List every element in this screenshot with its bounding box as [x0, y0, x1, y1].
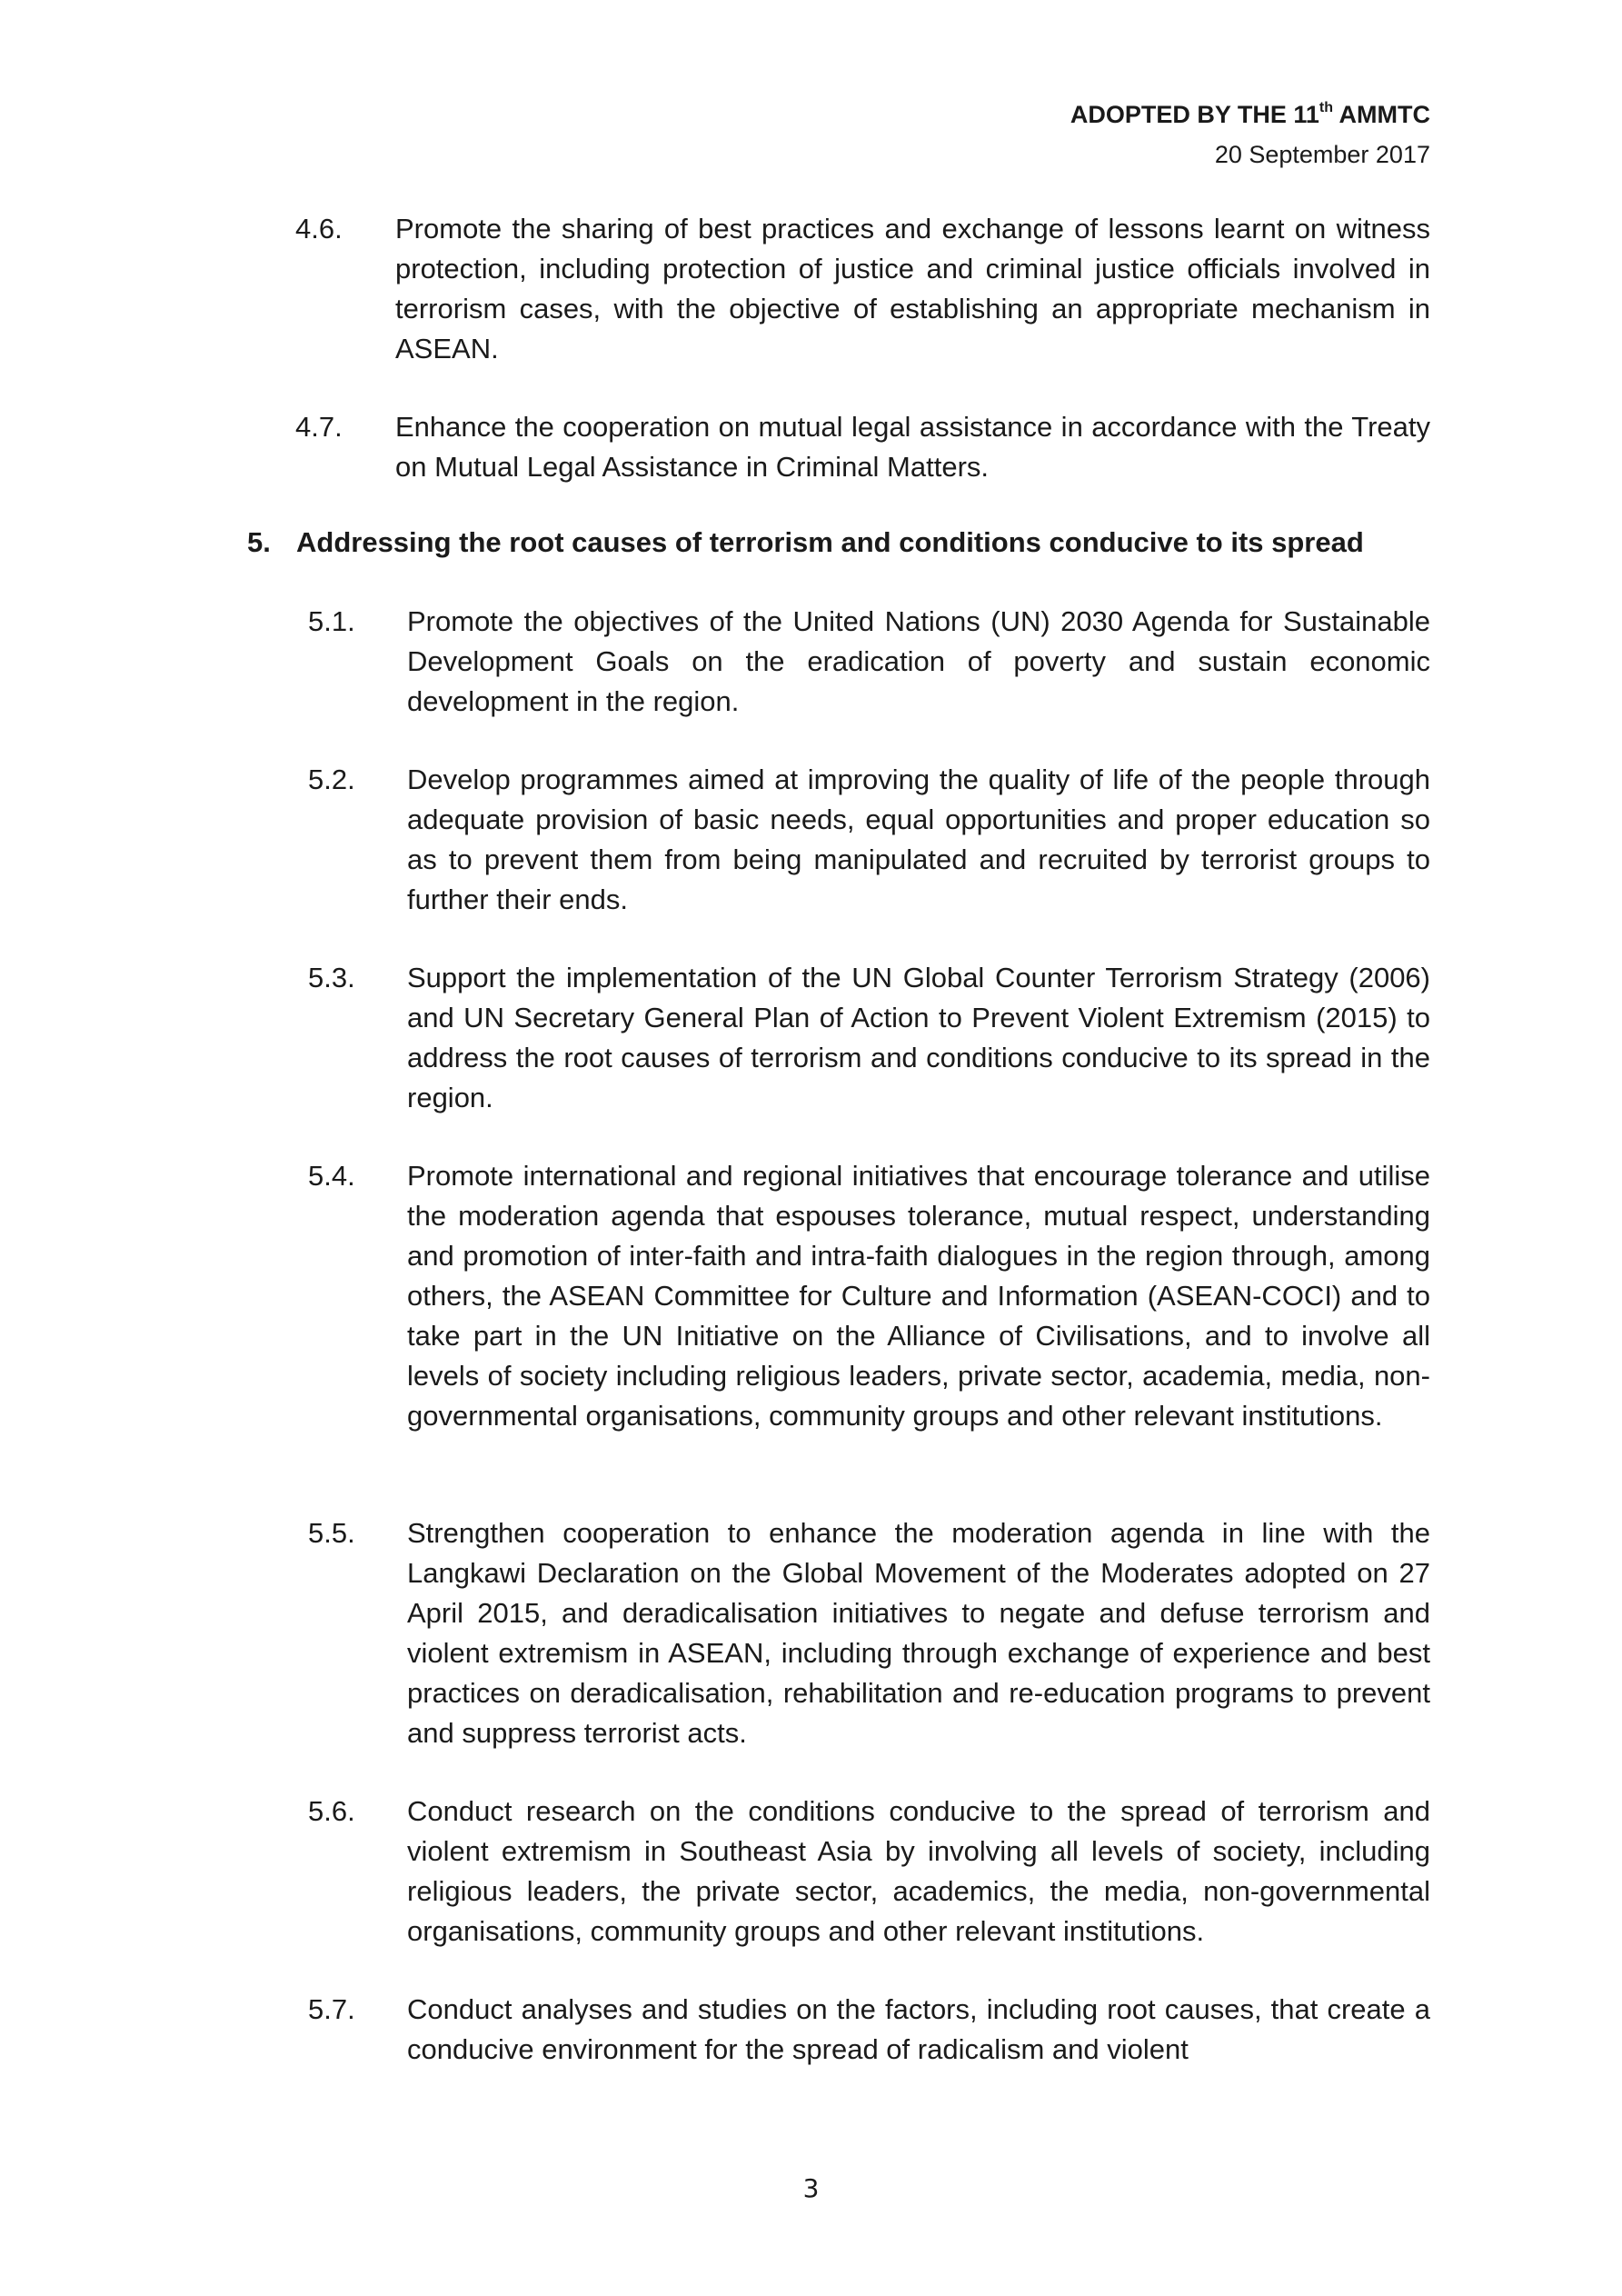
paragraph-text: Promote the sharing of best practices and exchange of lessons learnt on witness protection, including protection of justice and criminal justice officials involved in terrorism cases, with the objective of establishing an appropriate mechanism in ASEAN. [395, 213, 1430, 364]
section-number: 5. [247, 526, 271, 558]
paragraph-text: Conduct research on the conditions conducive to the spread of terrorism and violent extremism in Southeast Asia by involving all levels of society, including religious leaders, the private sector, academics, the media, non-governmental organisations, community groups and other relevant institutions. [407, 1795, 1430, 1947]
paragraph-number: 5.4. [308, 1160, 355, 1192]
page-number: 3 [802, 2173, 820, 2203]
paragraph-number: 5.7. [308, 1993, 355, 2025]
adopted-prefix: ADOPTED BY THE 11 [1070, 101, 1319, 128]
paragraph-text: Strengthen cooperation to enhance the moderation agenda in line with the Langkawi Declaration on the Global Movement of the Moderates adopted on 27 April 2015, and deradicalisation initiatives to negate and defuse terrorism and violent extremism in ASEAN, including through exchange of experience and best practices on deradicalisation, rehabilitation and re-education programs to prevent and suppress terrorist acts. [407, 1517, 1430, 1749]
paragraph-number: 4.6. [295, 213, 343, 245]
paragraph-text: Support the implementation of the UN Global Counter Terrorism Strategy (2006) and UN Secretary General Plan of Action to Prevent Violent Extremism (2015) to address the root causes of terrorism and conditions conducive to its spread in the region. [407, 962, 1430, 1113]
paragraph-number: 5.5. [308, 1517, 355, 1549]
paragraph-text: Conduct analyses and studies on the factors, including root causes, that create a conducive environment for the spread of radicalism and violent [407, 1993, 1430, 2065]
paragraph-text: Develop programmes aimed at improving the quality of life of the people through adequate provision of basic needs, equal opportunities and proper education so as to prevent them from being manipulated and recruited by terrorist groups to further their ends. [407, 764, 1430, 915]
paragraph-text: Promote international and regional initiatives that encourage tolerance and utilise the moderation agenda that espouses tolerance, mutual respect, understanding and promotion of inter-faith and intra-faith dialogues in the region through, among others, the ASEAN Committee for Culture and Information (ASEAN-COCI) and to take part in the UN Initiative on the Alliance of Civilisations, and to involve all levels of society including religious leaders, private sector, academia, media, non-governmental organisations, community groups and other relevant institutions. [407, 1160, 1430, 1432]
paragraph-number: 5.1. [308, 605, 355, 637]
paragraph-text: Promote the objectives of the United Nations (UN) 2030 Agenda for Sustainable Development Goals on the eradication of poverty and sustain economic development in the region. [407, 605, 1430, 717]
document-header [1070, 95, 1430, 175]
paragraph-number: 5.2. [308, 764, 355, 795]
section-title: Addressing the root causes of terrorism and conditions conducive to its spread [296, 526, 1364, 558]
section-5-heading [247, 523, 1430, 563]
paragraph-number: 4.7. [295, 411, 343, 443]
adopted-superscript: th [1318, 100, 1334, 115]
paragraph-number: 5.6. [308, 1795, 355, 1827]
header-date: 20 September 2017 [1214, 141, 1430, 168]
adopted-suffix: AMMTC [1333, 101, 1430, 128]
paragraph-text: Enhance the cooperation on mutual legal assistance in accordance with the Treaty on Mutual Legal Assistance in Criminal Matters. [395, 411, 1430, 483]
paragraph-number: 5.3. [308, 962, 355, 993]
adopted-line [1070, 95, 1430, 135]
